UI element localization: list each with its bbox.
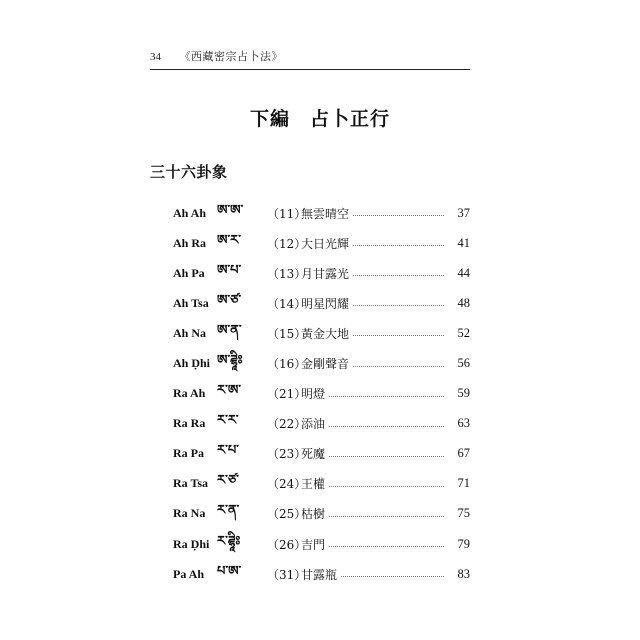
toc-page-number: 37 [457, 205, 470, 220]
section-title: 三十六卦象 [150, 163, 228, 181]
toc-romanization: Ah Ra [173, 235, 207, 250]
toc-entry [173, 409, 470, 439]
toc-tibetan-script: ར་ན་ [217, 503, 240, 519]
toc-entry-number: （16） [267, 357, 307, 372]
toc-entry-number: （31） [267, 567, 307, 582]
toc-romanization: Ah Tsa [173, 295, 209, 310]
toc-page-number: 48 [457, 295, 470, 310]
toc-tibetan-script: ཨ་ཨ་ [217, 202, 244, 218]
part-title: 下編 占卜正行 [249, 108, 390, 130]
toc-entry-number: （21） [267, 387, 307, 402]
toc-entry [173, 379, 470, 409]
toc-entry [173, 559, 470, 589]
toc-entry-title: 吉門 [301, 537, 326, 552]
table-of-contents [173, 198, 470, 589]
toc-page-number: 59 [457, 386, 470, 401]
toc-entry-number: （13） [267, 266, 307, 281]
toc-entry-title: 明燈 [301, 387, 326, 402]
toc-romanization: Ra Na [173, 506, 206, 521]
toc-page-number: 83 [457, 566, 470, 581]
toc-tibetan-script: ར་ཌྷཱིཿ [217, 533, 241, 549]
toc-entry [173, 469, 470, 499]
toc-tibetan-script: ར་ར་ [217, 413, 239, 429]
toc-tibetan-script: ཨ་ཌྷཱིཿ [217, 353, 243, 369]
dot-leader [329, 425, 444, 427]
toc-entry [173, 499, 470, 529]
toc-entry-title: 黃金大地 [301, 326, 350, 341]
dot-leader [353, 214, 444, 216]
toc-tibetan-script: ཨ་ན་ [217, 322, 242, 338]
toc-romanization: Ra Ah [173, 386, 206, 401]
toc-page-number: 56 [457, 356, 470, 371]
toc-entry [173, 439, 470, 469]
toc-tibetan-script: ཨ་ཙ་ [217, 292, 242, 308]
toc-tibetan-script: ཨ་ར་ [217, 232, 241, 248]
running-head [150, 47, 470, 70]
dot-leader [353, 274, 444, 276]
dot-leader [329, 395, 444, 397]
toc-page-number: 79 [457, 536, 470, 551]
toc-entry [173, 318, 470, 348]
toc-entry [173, 348, 470, 378]
page-number: 34 [150, 51, 161, 63]
dot-leader [329, 515, 444, 517]
toc-entry-title: 王權 [301, 477, 326, 492]
toc-page-number: 41 [457, 235, 470, 250]
toc-entry [173, 228, 470, 258]
toc-entry [173, 198, 470, 228]
toc-romanization: Pa Ah [173, 566, 205, 581]
toc-entry-number: （14） [267, 296, 307, 311]
toc-romanization: Ah Ah [173, 205, 207, 220]
toc-entry-title: 明星閃耀 [301, 296, 350, 311]
toc-page-number: 71 [457, 476, 470, 491]
toc-entry-number: （15） [267, 326, 307, 341]
toc-entry-number: （11） [267, 206, 307, 221]
toc-page-number: 52 [457, 325, 470, 340]
dot-leader [341, 575, 444, 577]
toc-tibetan-script: ར་པ་ [217, 443, 239, 459]
toc-romanization: Ra Pa [173, 446, 204, 461]
toc-entry-title: 死魔 [301, 447, 326, 462]
toc-tibetan-script: ར་ཙ་ [217, 473, 239, 489]
toc-tibetan-script: ར་ཨ་ [217, 383, 241, 399]
toc-entry-number: （23） [267, 447, 307, 462]
toc-romanization: Ah Na [173, 325, 207, 340]
toc-romanization: Ah Pa [173, 265, 205, 280]
dot-leader [353, 244, 444, 246]
dot-leader [353, 304, 444, 306]
toc-entry-title: 枯樹 [301, 507, 326, 522]
toc-entry-number: （25） [267, 507, 307, 522]
toc-tibetan-script: ཨ་པ་ [217, 262, 242, 278]
toc-entry-number: （24） [267, 477, 307, 492]
toc-entry-title: 金剛聲音 [301, 357, 350, 372]
toc-page-number: 63 [457, 416, 470, 431]
toc-entry [173, 529, 470, 559]
toc-entry-title: 甘露瓶 [301, 567, 338, 582]
dot-leader [329, 455, 444, 457]
dot-leader [329, 485, 444, 487]
toc-entry-number: （12） [267, 236, 307, 251]
toc-entry-number: （22） [267, 417, 307, 432]
dot-leader [353, 334, 444, 336]
toc-entry-number: （26） [267, 537, 307, 552]
toc-romanization: Ra Tsa [173, 476, 209, 491]
toc-entry-title: 添油 [301, 417, 326, 432]
toc-entry-title: 無雲晴空 [301, 206, 350, 221]
toc-tibetan-script: པ་ཨ་ [217, 563, 242, 579]
toc-page-number: 75 [457, 506, 470, 521]
toc-page-number: 67 [457, 446, 470, 461]
toc-page-number: 44 [457, 265, 470, 280]
toc-entry [173, 288, 470, 318]
toc-entry [173, 258, 470, 288]
toc-romanization: Ah Ḍhi [173, 356, 211, 371]
dot-leader [329, 545, 444, 547]
toc-entry-title: 月甘露光 [301, 266, 350, 281]
toc-romanization: Ra Ra [173, 416, 206, 431]
book-title: 《西藏密宗占卜法》 [179, 50, 283, 63]
toc-romanization: Ra Ḍhi [173, 536, 210, 551]
dot-leader [353, 365, 444, 367]
toc-entry-title: 大日光輝 [301, 236, 350, 251]
